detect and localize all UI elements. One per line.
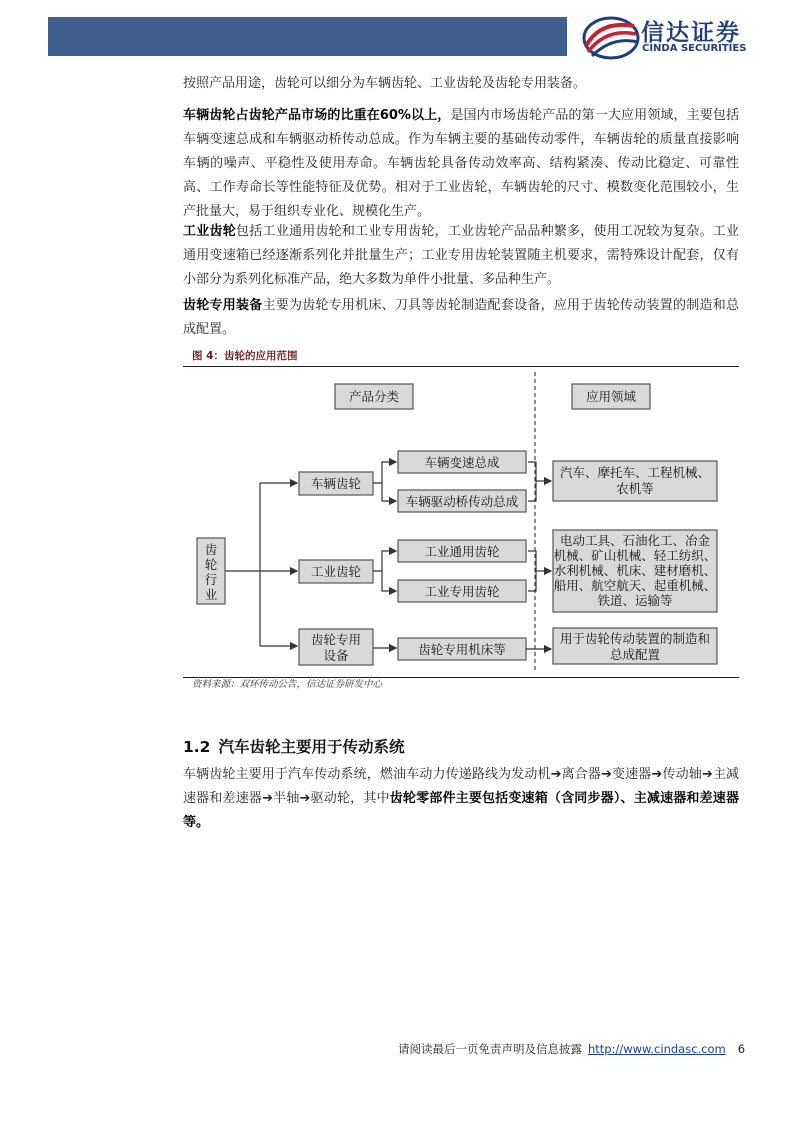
app-text: 汽车、摩托车、工程机械、 xyxy=(559,465,711,480)
section-title: 汽车齿轮主要用于传动系统 xyxy=(218,738,405,756)
disclaimer-notice: 请阅读最后一页免责声明及信息披露 xyxy=(398,1042,582,1056)
connector-arrow xyxy=(382,571,396,591)
cinda-logo-mark-icon xyxy=(582,16,640,60)
header-application-field-label: 应用领域 xyxy=(585,389,637,404)
gear-application-diagram xyxy=(183,367,739,677)
website-link[interactable]: http://www.cindasc.com xyxy=(588,1042,726,1056)
node-industrial-gear-label: 工业齿轮 xyxy=(310,564,362,579)
header-product-category-label: 产品分类 xyxy=(348,389,400,404)
node-vehicle-gear xyxy=(299,472,373,495)
root-char: 轮 xyxy=(204,557,218,572)
node-vehicle-drive-axle xyxy=(398,490,526,512)
header-application-field xyxy=(572,384,650,409)
diagram-canvas xyxy=(183,367,739,677)
connector-arrow xyxy=(373,551,396,571)
brand-name-en: CINDA SECURITIES xyxy=(642,43,747,54)
node-industrial-gear xyxy=(299,560,373,583)
connector-arrow xyxy=(373,462,396,483)
app-text: 机械、矿山机械、轻工纺织、 xyxy=(553,548,717,563)
paragraph-text: 主要为齿轮专用机床、刀具等齿轮制造配套设备，应用于齿轮传动装置的制造和总成配置。 xyxy=(183,298,739,337)
paragraph-industrial-gears xyxy=(183,220,739,292)
paragraph-text: 按照产品用途，齿轮可以细分为车辆齿轮、工业齿轮及齿轮专用装备。 xyxy=(183,76,587,91)
node-gear-machine-tools xyxy=(398,638,526,660)
paragraph-bold-lead: 齿轮专用装备 xyxy=(183,298,263,313)
app-text: 用于齿轮传动装置的制造和 xyxy=(559,631,711,646)
paragraph-gear-equipment xyxy=(183,294,739,342)
node-gear-equipment-label: 设备 xyxy=(323,648,349,663)
figure-source xyxy=(183,677,739,691)
paragraph-text: 包括工业通用齿轮和工业专用齿轮，工业齿轮产品品种繁多，使用工况较为复杂。工业通用变速箱已经逐渐系列化并批量生产；工业专用齿轮装置随主机要求，需特殊设计配套，仅有小部分为系列化标准产品，绝大多数为单件小批量、多品种生产。 xyxy=(183,224,739,287)
root-char: 业 xyxy=(204,587,218,602)
app-text: 农机等 xyxy=(616,481,654,496)
paragraph-text: 车辆齿轮主要用于汽车传动系统，燃油车动力传递路线为发动机➔离合器➔变速器➔传动轴➔主减速器和差速器➔半轴➔驱动轮，其中 xyxy=(183,767,739,806)
node-vehicle-gear-label: 车辆齿轮 xyxy=(310,476,362,491)
node-industrial-special-gear xyxy=(398,580,526,602)
header-bar xyxy=(48,17,567,56)
header-product-category xyxy=(335,384,413,409)
app-text: 水利机械、机床、建材磨机、 xyxy=(553,563,717,578)
cinda-logo xyxy=(582,16,782,60)
page-number: 6 xyxy=(737,1042,746,1056)
paragraph-automotive-gears xyxy=(183,763,739,835)
node-label: 工业专用齿轮 xyxy=(424,584,500,599)
node-label: 车辆驱动桥传动总成 xyxy=(405,494,519,509)
node-gear-equipment-label: 齿轮专用 xyxy=(310,632,362,647)
node-industrial-general-gear xyxy=(398,540,526,562)
paragraph-bold-tail: 齿轮零部件主要包括变速箱（含同步器）、主减速器和差速器等。 xyxy=(183,791,739,830)
section-number: 1.2 xyxy=(183,738,211,756)
brand-name-cn: 信达证券 xyxy=(641,20,741,46)
root-char: 行 xyxy=(204,572,218,587)
node-app-vehicle xyxy=(553,461,717,501)
bracket xyxy=(528,462,536,501)
node-label: 齿轮专用机床等 xyxy=(418,642,506,657)
connector-arrow xyxy=(382,483,396,501)
paragraph-intro xyxy=(183,72,739,96)
figure-title-text: 图 4：齿轮的应用范围 xyxy=(192,350,298,362)
figure-source-text: 资料来源：双环传动公告，信达证券研发中心 xyxy=(192,679,383,690)
node-gear-industry xyxy=(197,538,225,604)
app-text: 电动工具、石油化工、冶金 xyxy=(559,533,711,548)
node-app-equipment xyxy=(553,628,717,664)
root-char: 齿 xyxy=(204,542,218,557)
page-footer xyxy=(398,1041,745,1057)
app-text: 总成配置 xyxy=(609,647,661,662)
node-label: 工业通用齿轮 xyxy=(424,544,500,559)
paragraph-bold-lead: 工业齿轮 xyxy=(183,224,236,239)
node-app-industrial xyxy=(553,530,717,612)
app-text: 铁道、运输等 xyxy=(597,593,673,608)
node-vehicle-transmission xyxy=(398,451,526,473)
figure-title xyxy=(183,348,739,367)
node-gear-equipment xyxy=(299,629,373,665)
paragraph-text: 是国内市场齿轮产品的第一大应用领域，主要包括车辆变速总成和车辆驱动桥传动总成。作为车辆主要的基础传动零件，车辆齿轮的质量直接影响车辆的噪声、平稳性及使用寿命。车辆齿轮具备传动效率高、结构紧凑、传动比稳定、可靠性高、工作寿命长等性能特征及优势。相对于工业齿轮，车辆齿轮的尺寸、模数变化范围较小，生产批量大，易于组织专业化、规模化生产。 xyxy=(183,108,739,219)
paragraph-vehicle-gears xyxy=(183,104,739,224)
app-text: 船用、航空航天、起重机械、 xyxy=(553,578,717,593)
node-label: 车辆变速总成 xyxy=(424,455,500,470)
paragraph-bold-lead: 车辆齿轮占齿轮产品市场的比重在60%以上， xyxy=(183,108,451,123)
section-heading xyxy=(183,735,404,757)
